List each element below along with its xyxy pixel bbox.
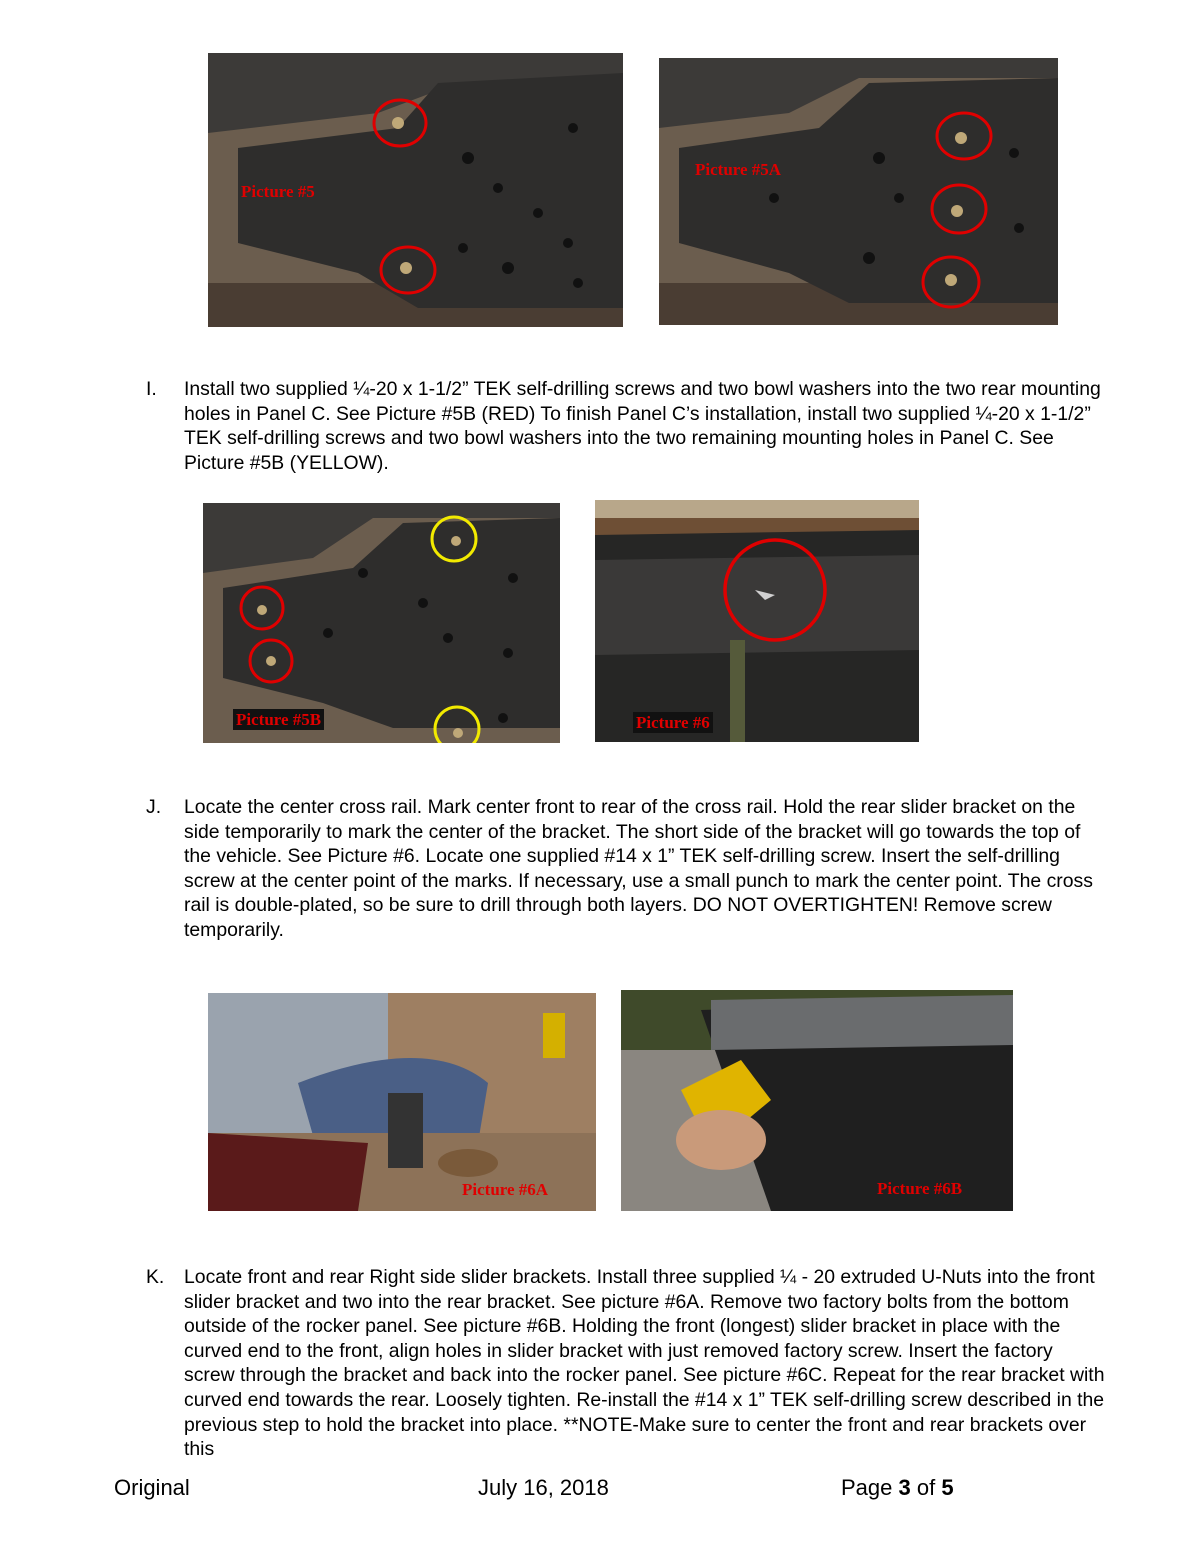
picture-6-caption: Picture #6 bbox=[633, 712, 713, 733]
page-number: 3 bbox=[898, 1475, 911, 1500]
step-k bbox=[146, 1265, 1106, 1462]
picture-6b-caption: Picture #6B bbox=[877, 1179, 963, 1198]
step-text: Locate the center cross rail. Mark center front to rear of the cross rail. Hold the rear slider bracket on the side temporarily to mark the center of the bracket. The short side of the bracket will go towards the top of the vehicle. See Picture #6. Locate one supplied #14 x 1” TEK self-drilling screw. Insert the self-drilling screw at the center point of the marks. If necessary, use a small punch to mark the center point. The cross rail is double-plated, so be sure to drill through both layers. DO NOT OVERTIGHTEN! Remove screw temporarily. bbox=[184, 796, 1093, 941]
picture-6b-image bbox=[621, 990, 1013, 1211]
step-text: Locate front and rear Right side slider brackets. Install three supplied ¼ - 20 extruded U-Nuts into the front slider bracket and two into the rear bracket. See picture #6A. Remove two factory bolts from the bottom outside of the rocker panel. See picture #6B. Holding the front (longest) slider bracket in place with the curved end to the front, align holes in slider bracket with just removed factory screw. Insert the factory screw through the bracket and back into the rocker panel. See picture #6C. Repeat for the rear bracket with curved end towards the rear. Loosely tighten. Re-install the #14 x 1” TEK self-drilling screw described in the previous step to hold the bracket into place. **NOTE-Make sure to center the front and rear brackets over this bbox=[184, 1266, 1105, 1461]
picture-5b-caption: Picture #5B bbox=[233, 709, 324, 730]
picture-6a bbox=[208, 993, 596, 1211]
picture-5 bbox=[208, 53, 623, 327]
picture-5-caption: Picture #5 bbox=[241, 182, 315, 201]
footer-date: July 16, 2018 bbox=[478, 1475, 609, 1500]
step-letter: I. bbox=[146, 378, 157, 400]
picture-6a-image bbox=[208, 993, 596, 1211]
picture-6 bbox=[595, 500, 919, 742]
step-letter: J. bbox=[146, 796, 162, 818]
picture-5a bbox=[659, 58, 1058, 325]
step-i bbox=[146, 377, 1106, 475]
picture-5b bbox=[203, 503, 560, 743]
picture-5a-image bbox=[659, 58, 1058, 325]
step-letter: K. bbox=[146, 1266, 165, 1288]
footer-page bbox=[841, 1475, 954, 1501]
step-j bbox=[146, 795, 1106, 943]
page-mid: of bbox=[910, 1475, 942, 1500]
page-total: 5 bbox=[941, 1475, 954, 1500]
picture-6b bbox=[621, 990, 1013, 1211]
step-text: Install two supplied ¼-20 x 1-1/2” TEK self-drilling screws and two bowl washers into the two rear mounting holes in Panel C. See Picture #5B (RED) To finish Panel C’s installation, install two supplied ¼-20 x 1-1/2” TEK self-drilling screws and two bowl washers into the two remaining mounting holes in Panel C. See Picture #5B (YELLOW). bbox=[184, 378, 1101, 474]
picture-6a-caption: Picture #6A bbox=[462, 1180, 549, 1199]
picture-5b-image bbox=[203, 503, 560, 743]
footer-left: Original bbox=[114, 1475, 190, 1500]
picture-6-image bbox=[595, 500, 919, 742]
page-prefix: Page bbox=[841, 1475, 899, 1500]
picture-5a-caption: Picture #5A bbox=[695, 160, 782, 179]
